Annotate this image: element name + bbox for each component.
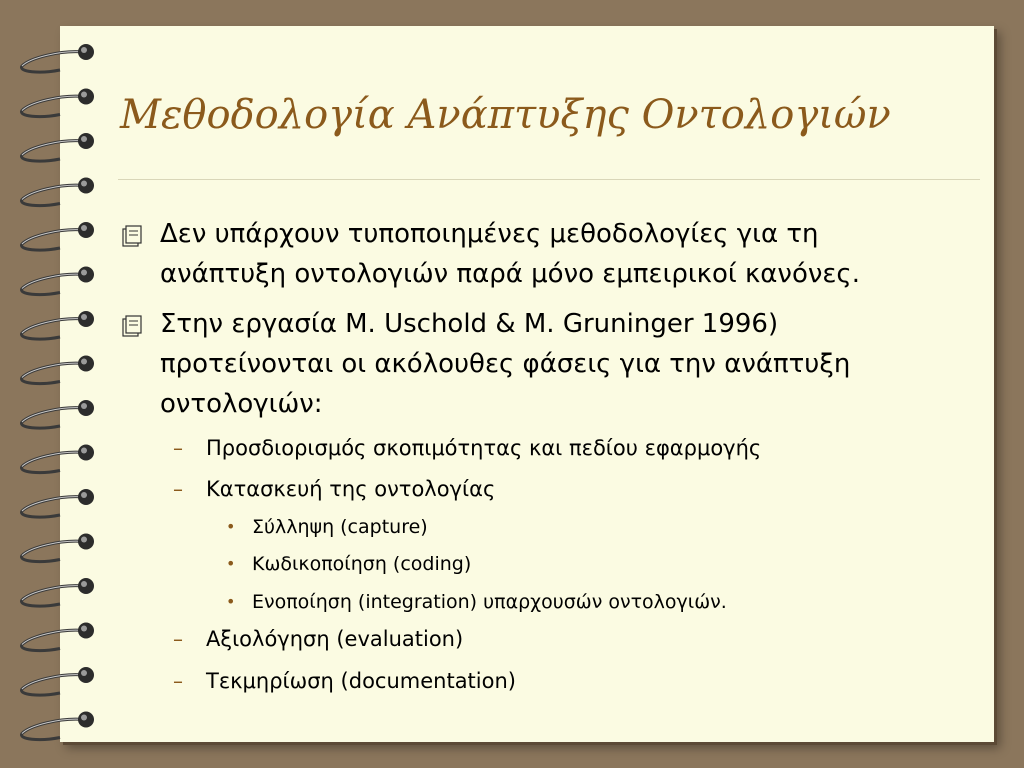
bullet-line: Στην εργασία M. Uschold & M. Gruninger 1996) <box>160 309 779 339</box>
notebook-bullet-icon <box>121 224 145 248</box>
sub-item: Κατασκευή της οντολογίας <box>206 477 496 501</box>
sub-sub-item: Κωδικοποίηση (coding) <box>252 553 472 575</box>
dash-bullet: – <box>173 669 183 693</box>
sub-sub-item: Ενοποίηση (integration) υπαρχουσών οντολογιών. <box>252 591 727 613</box>
sub-item: Τεκμηρίωση (documentation) <box>206 669 516 693</box>
bullet-line: Δεν υπάρχουν τυποποιημένες μεθοδολογίες για τη <box>160 219 819 249</box>
bullet-line: οντολογιών: <box>160 389 323 419</box>
notebook-bullet-icon <box>121 314 145 338</box>
dash-bullet: – <box>173 627 183 651</box>
dot-bullet: • <box>226 517 236 536</box>
sub-sub-item: Σύλληψη (capture) <box>252 516 428 538</box>
sub-item: Προσδιορισμός σκοπιμότητας και πεδίου εφαρμογής <box>206 436 762 460</box>
slide-title: Μεθοδολογία Ανάπτυξης Οντολογιών <box>120 92 891 138</box>
bullet-line: ανάπτυξη οντολογιών παρά μόνο εμπειρικοί κανόνες. <box>160 259 860 289</box>
dash-bullet: – <box>173 436 183 460</box>
sub-item: Αξιολόγηση (evaluation) <box>206 627 464 651</box>
dot-bullet: • <box>226 554 236 573</box>
dot-bullet: • <box>226 592 236 611</box>
bullet-line: προτείνονται οι ακόλουθες φάσεις για την ανάπτυξη <box>160 349 851 379</box>
dash-bullet: – <box>173 477 183 501</box>
